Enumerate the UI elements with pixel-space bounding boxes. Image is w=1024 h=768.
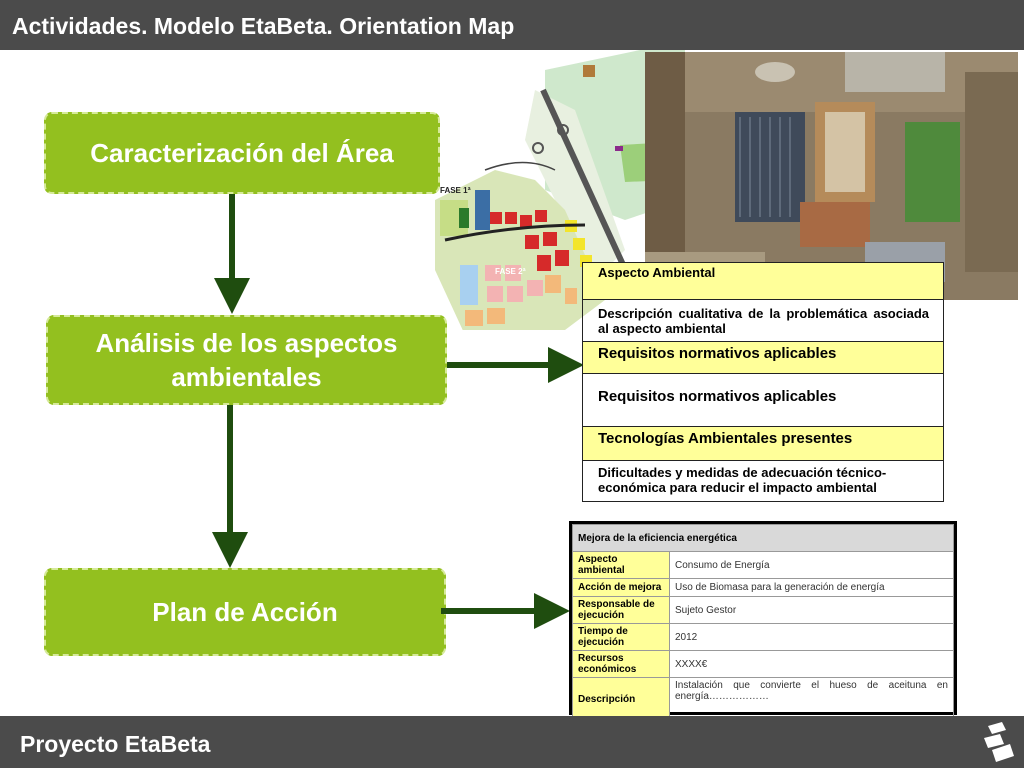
action-plan-table (569, 521, 957, 715)
action-label-aspecto: Aspecto ambiental (573, 552, 670, 579)
aspects-row-requisitos-1: Requisitos normativos aplicables (583, 342, 943, 374)
step-caracterizacion: Caracterización del Área (44, 112, 440, 194)
action-value-responsable: Sujeto Gestor (670, 597, 954, 624)
aspects-row-requisitos-2: Requisitos normativos aplicables (583, 374, 943, 427)
map-label-fase2: FASE 2ª (495, 267, 526, 276)
footer-text: Proyecto EtaBeta (20, 731, 211, 757)
aspects-table (582, 262, 944, 502)
action-value-aspecto: Consumo de Energía (670, 552, 954, 579)
footer-bar (0, 716, 1024, 768)
action-label-responsable: Responsable de ejecución (573, 597, 670, 624)
action-label-descripcion: Descripción (573, 678, 670, 722)
page-title: Actividades. Modelo EtaBeta. Orientation Map (12, 13, 515, 39)
action-table-title: Mejora de la eficiencia energética (573, 525, 954, 552)
action-label-recursos: Recursos económicos (573, 651, 670, 678)
aspects-row-tecnologias: Tecnologías Ambientales presentes (583, 427, 943, 461)
aspects-row-aspecto: Aspecto Ambiental (583, 263, 943, 300)
action-value-accion: Uso de Biomasa para la generación de energía (670, 579, 954, 597)
action-value-descripcion: Instalación que convierte el hueso de aceituna en energía……………… (670, 678, 954, 722)
action-value-recursos: XXXX€ (670, 651, 954, 678)
aspects-row-dificultades: Dificultades y medidas de adecuación técnico-económica para reducir el impacto ambiental (598, 465, 887, 495)
aspects-row-descripcion: Descripción cualitativa de la problemática asociada al aspecto ambiental (583, 300, 943, 342)
action-label-accion: Acción de mejora (573, 579, 670, 597)
action-value-tiempo: 2012 (670, 624, 954, 651)
step-analisis: Análisis de los aspectos ambientales (46, 315, 447, 405)
map-label-fase1: FASE 1ª (440, 186, 471, 195)
action-label-tiempo: Tiempo de ejecución (573, 624, 670, 651)
etabeta-logo-icon (982, 722, 1016, 762)
step-plan-accion: Plan de Acción (44, 568, 446, 656)
title-bar (0, 0, 1024, 50)
